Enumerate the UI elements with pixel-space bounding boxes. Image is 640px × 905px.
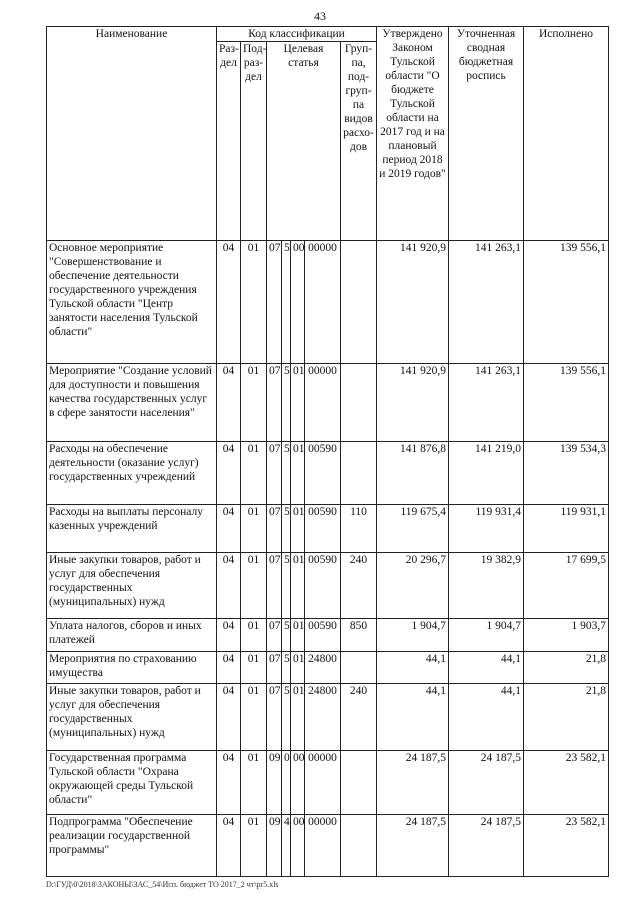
- row-name: Подпрограмма "Обеспечение реализации государственной программы": [47, 815, 217, 877]
- row-target-subprogram: 5: [282, 619, 291, 652]
- row-revised: 119 931,4: [449, 505, 524, 553]
- table-row: [47, 815, 609, 877]
- row-target-event: 00: [291, 751, 305, 815]
- row-name: Расходы на обеспечение деятельности (оказание услуг) государственных учреждений: [47, 442, 217, 505]
- row-name: Мероприятие "Создание условий для доступности и повышения качества государственных услуг в сфере занятости населения": [47, 364, 217, 442]
- row-name: Расходы на выплаты персоналу казенных учреждений: [47, 505, 217, 553]
- row-approved: 1 904,7: [377, 619, 449, 652]
- row-executed: 21,8: [524, 684, 609, 751]
- table-row: [47, 442, 609, 505]
- row-target-program: 07: [267, 442, 282, 505]
- row-target-direction: 24800: [305, 652, 341, 684]
- row-revised: 44,1: [449, 684, 524, 751]
- header-revised: Уточненная сводная бюджетная роспись: [449, 27, 524, 241]
- row-expense-group: 110: [341, 505, 377, 553]
- row-approved: 20 296,7: [377, 553, 449, 619]
- row-executed: 23 582,1: [524, 751, 609, 815]
- header-target-article: Целевая статья: [267, 42, 341, 241]
- row-revised: 141 219,0: [449, 442, 524, 505]
- row-target-program: 07: [267, 505, 282, 553]
- row-subsection: 01: [241, 815, 267, 877]
- table-row: [47, 684, 609, 751]
- row-expense-group: 240: [341, 553, 377, 619]
- row-target-direction: 00000: [305, 815, 341, 877]
- row-section: 04: [217, 684, 241, 751]
- row-expense-group: [341, 751, 377, 815]
- row-subsection: 01: [241, 241, 267, 364]
- row-target-subprogram: 5: [282, 652, 291, 684]
- row-target-subprogram: 5: [282, 505, 291, 553]
- row-executed: 1 903,7: [524, 619, 609, 652]
- row-revised: 1 904,7: [449, 619, 524, 652]
- header-approved: Утверждено Законом Тульской области "О бюджете Тульской области на 2017 год и на плановый период 2018 и 2019 годов": [377, 27, 449, 241]
- row-target-subprogram: 5: [282, 241, 291, 364]
- header-executed: Исполнено: [524, 27, 609, 241]
- header-code-group: Код классификации: [217, 27, 377, 42]
- row-target-event: 01: [291, 684, 305, 751]
- row-subsection: 01: [241, 505, 267, 553]
- row-target-event: 00: [291, 815, 305, 877]
- header-section: Раз-дел: [217, 42, 241, 241]
- row-section: 04: [217, 751, 241, 815]
- row-target-direction: 24800: [305, 684, 341, 751]
- row-revised: 19 382,9: [449, 553, 524, 619]
- row-subsection: 01: [241, 364, 267, 442]
- row-executed: 139 534,3: [524, 442, 609, 505]
- row-name: Уплата налогов, сборов и иных платежей: [47, 619, 217, 652]
- row-target-program: 07: [267, 684, 282, 751]
- row-target-program: 07: [267, 619, 282, 652]
- row-target-direction: 00000: [305, 364, 341, 442]
- table-row: [47, 751, 609, 815]
- row-target-program: 09: [267, 815, 282, 877]
- row-name: Иные закупки товаров, работ и услуг для обеспечения государственных (муниципальных) нужд: [47, 553, 217, 619]
- row-target-program: 07: [267, 652, 282, 684]
- row-executed: 139 556,1: [524, 364, 609, 442]
- row-executed: 119 931,1: [524, 505, 609, 553]
- row-target-program: 09: [267, 751, 282, 815]
- row-executed: 139 556,1: [524, 241, 609, 364]
- footer-file-path: D:\ГУД\0\2018\ЗАКОНЫ\ЗАС_54\Исп. бюджет ТО 2017_2 чт\pr5.xls: [46, 880, 279, 889]
- row-target-direction: 00590: [305, 553, 341, 619]
- row-revised: 44,1: [449, 652, 524, 684]
- row-subsection: 01: [241, 684, 267, 751]
- header-row-top: [47, 27, 609, 42]
- row-section: 04: [217, 505, 241, 553]
- row-target-subprogram: 0: [282, 751, 291, 815]
- header-name: Наименование: [47, 27, 217, 241]
- table-row: [47, 619, 609, 652]
- row-approved: 44,1: [377, 652, 449, 684]
- row-target-program: 07: [267, 553, 282, 619]
- row-target-event: 01: [291, 652, 305, 684]
- row-approved: 119 675,4: [377, 505, 449, 553]
- table-row: [47, 241, 609, 364]
- row-target-direction: 00000: [305, 751, 341, 815]
- row-expense-group: 240: [341, 684, 377, 751]
- row-target-program: 07: [267, 241, 282, 364]
- row-approved: 44,1: [377, 684, 449, 751]
- row-revised: 24 187,5: [449, 751, 524, 815]
- row-executed: 23 582,1: [524, 815, 609, 877]
- row-revised: 141 263,1: [449, 241, 524, 364]
- table-row: [47, 505, 609, 553]
- row-name: Основное мероприятие "Совершенствование и обеспечение деятельности государственного учреждения Тульской области "Центр занятости населения Тульской области": [47, 241, 217, 364]
- row-subsection: 01: [241, 442, 267, 505]
- row-expense-group: 850: [341, 619, 377, 652]
- row-subsection: 01: [241, 652, 267, 684]
- row-executed: 17 699,5: [524, 553, 609, 619]
- table-row: [47, 652, 609, 684]
- row-approved: 141 920,9: [377, 364, 449, 442]
- row-revised: 24 187,5: [449, 815, 524, 877]
- row-revised: 141 263,1: [449, 364, 524, 442]
- row-target-subprogram: 4: [282, 815, 291, 877]
- row-approved: 24 187,5: [377, 751, 449, 815]
- row-section: 04: [217, 619, 241, 652]
- row-name: Мероприятия по страхованию имущества: [47, 652, 217, 684]
- row-subsection: 01: [241, 751, 267, 815]
- row-expense-group: [341, 442, 377, 505]
- row-target-event: 01: [291, 505, 305, 553]
- row-target-event: 01: [291, 364, 305, 442]
- row-expense-group: [341, 364, 377, 442]
- row-expense-group: [341, 241, 377, 364]
- row-target-subprogram: 5: [282, 364, 291, 442]
- row-target-subprogram: 5: [282, 684, 291, 751]
- row-target-program: 07: [267, 364, 282, 442]
- row-subsection: 01: [241, 553, 267, 619]
- row-section: 04: [217, 815, 241, 877]
- row-section: 04: [217, 364, 241, 442]
- header-expense-group: Груп-па, под-груп-па видов расхо-дов: [341, 42, 377, 241]
- row-section: 04: [217, 553, 241, 619]
- row-target-direction: 00590: [305, 442, 341, 505]
- budget-table: [46, 26, 609, 877]
- row-approved: 141 876,8: [377, 442, 449, 505]
- row-target-event: 01: [291, 619, 305, 652]
- row-target-direction: 00590: [305, 505, 341, 553]
- row-expense-group: [341, 815, 377, 877]
- row-expense-group: [341, 652, 377, 684]
- row-name: Иные закупки товаров, работ и услуг для обеспечения государственных (муниципальных) нужд: [47, 684, 217, 751]
- row-section: 04: [217, 241, 241, 364]
- row-target-direction: 00000: [305, 241, 341, 364]
- row-target-event: 01: [291, 553, 305, 619]
- row-name: Государственная программа Тульской области "Охрана окружающей среды Тульской области": [47, 751, 217, 815]
- row-target-event: 01: [291, 442, 305, 505]
- row-section: 04: [217, 652, 241, 684]
- row-subsection: 01: [241, 619, 267, 652]
- table-row: [47, 364, 609, 442]
- table-row: [47, 553, 609, 619]
- row-target-subprogram: 5: [282, 553, 291, 619]
- row-target-event: 00: [291, 241, 305, 364]
- row-target-subprogram: 5: [282, 442, 291, 505]
- row-approved: 141 920,9: [377, 241, 449, 364]
- header-subsection: Под-раз-дел: [241, 42, 267, 241]
- row-section: 04: [217, 442, 241, 505]
- page-number: 43: [314, 9, 326, 23]
- row-approved: 24 187,5: [377, 815, 449, 877]
- row-executed: 21,8: [524, 652, 609, 684]
- row-target-direction: 00590: [305, 619, 341, 652]
